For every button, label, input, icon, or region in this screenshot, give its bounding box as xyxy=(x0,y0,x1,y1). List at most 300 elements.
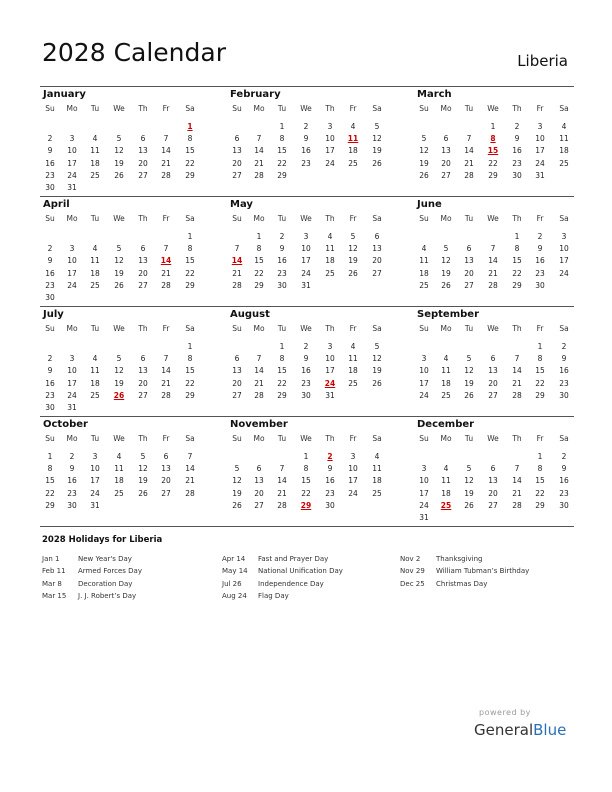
day-cell: 8 xyxy=(279,134,285,144)
day-cell: 19 xyxy=(348,256,358,266)
holiday-item xyxy=(222,590,392,602)
day-cell: 11 xyxy=(348,354,358,364)
day-cell: 9 xyxy=(47,366,53,376)
day-cell: 12 xyxy=(464,476,474,486)
day-cell: 20 xyxy=(464,268,474,278)
day-cell: 14 xyxy=(512,366,522,376)
weekday-label: We xyxy=(113,104,125,113)
day-cell: 28 xyxy=(512,390,522,400)
day-cell: 5 xyxy=(234,464,240,474)
day-cell: 23 xyxy=(277,268,287,278)
weekday-label: We xyxy=(487,324,499,333)
week-row xyxy=(414,280,570,292)
day-cell: 17 xyxy=(348,476,358,486)
holiday-item xyxy=(400,565,570,577)
week-row xyxy=(40,255,196,267)
weekday-header xyxy=(414,213,570,225)
day-cell: 1 xyxy=(537,452,543,461)
week-row xyxy=(40,268,196,280)
day-cell: 8 xyxy=(279,354,285,364)
weekday-label: We xyxy=(300,104,312,113)
day-cell: 8 xyxy=(303,464,309,474)
day-cell: 7 xyxy=(514,354,520,364)
day-cell: 14 xyxy=(512,476,522,486)
week-row xyxy=(414,145,570,157)
weekday-label: Tu xyxy=(464,214,474,223)
holiday-item xyxy=(42,553,212,565)
holiday-name: J. J. Robert’s Day xyxy=(78,592,137,601)
day-cell: 2 xyxy=(537,232,543,241)
day-cell: 7 xyxy=(256,134,262,144)
holiday-name: Armed Forces Day xyxy=(78,567,142,576)
week-row xyxy=(40,365,196,377)
calendar-row xyxy=(40,86,574,196)
day-cell: 13 xyxy=(464,256,474,266)
day-cell: 12 xyxy=(114,146,124,156)
day-cell: 10 xyxy=(67,256,77,266)
day-cell: 10 xyxy=(535,134,545,144)
day-cell: 7 xyxy=(514,464,520,474)
week-row xyxy=(40,292,196,304)
day-cell: 26 xyxy=(419,170,429,180)
day-cell: 31 xyxy=(535,170,545,180)
day-cell: 14 xyxy=(254,146,264,156)
day-cell: 7 xyxy=(466,134,472,144)
day-cell: 27 xyxy=(488,390,498,400)
weekday-label: We xyxy=(113,324,125,333)
day-cell: 18 xyxy=(372,476,382,486)
day-cell: 17 xyxy=(67,158,77,168)
day-cell: 13 xyxy=(232,146,242,156)
weekday-label: Mo xyxy=(253,324,265,333)
day-cell: 5 xyxy=(140,452,146,461)
day-cell: 27 xyxy=(138,280,148,290)
day-cell: 27 xyxy=(372,268,382,278)
holiday-name: Christmas Day xyxy=(436,579,488,588)
week-row xyxy=(40,280,196,292)
weekday-label: We xyxy=(300,434,312,443)
day-cell: 23 xyxy=(325,488,335,498)
day-cell: 30 xyxy=(277,280,287,290)
day-cell: 27 xyxy=(441,170,451,180)
day-cell: 5 xyxy=(116,244,122,254)
weekday-label: Su xyxy=(45,104,55,113)
day-cell: 13 xyxy=(232,366,242,376)
weekday-label: Su xyxy=(45,324,55,333)
weekday-label: Th xyxy=(325,104,335,113)
day-cell: 22 xyxy=(535,378,545,388)
month-name: May xyxy=(230,199,253,210)
week-row xyxy=(414,390,570,402)
day-cell: 18 xyxy=(559,146,569,156)
week-row xyxy=(227,488,383,500)
day-cell: 27 xyxy=(232,170,242,180)
day-cell: 3 xyxy=(92,452,98,461)
day-cell: 29 xyxy=(45,500,55,510)
weekday-label: Mo xyxy=(440,434,452,443)
week-row xyxy=(227,353,383,365)
holiday-day-cell: 25 xyxy=(440,500,452,510)
day-cell: 29 xyxy=(254,280,264,290)
day-cell: 19 xyxy=(441,268,451,278)
day-cell: 6 xyxy=(163,452,169,461)
day-cell: 21 xyxy=(512,488,522,498)
week-row xyxy=(40,182,196,194)
day-cell: 22 xyxy=(185,378,195,388)
weekday-label: Fr xyxy=(536,324,544,333)
day-cell: 2 xyxy=(303,342,309,351)
day-cell: 21 xyxy=(512,378,522,388)
day-cell: 7 xyxy=(279,464,285,474)
day-cell: 4 xyxy=(374,452,380,461)
day-cell: 20 xyxy=(138,378,148,388)
week-row xyxy=(40,341,196,353)
weekday-label: Mo xyxy=(440,214,452,223)
day-cell: 17 xyxy=(325,146,335,156)
weekday-label: Fr xyxy=(349,324,357,333)
weekday-label: Sa xyxy=(185,434,195,443)
day-cell: 19 xyxy=(464,378,474,388)
day-cell: 26 xyxy=(372,378,382,388)
day-cell: 15 xyxy=(277,366,287,376)
weekday-label: Mo xyxy=(66,104,78,113)
country-name: Liberia xyxy=(517,52,568,70)
day-cell: 19 xyxy=(372,146,382,156)
day-cell: 21 xyxy=(254,378,264,388)
holiday-date: Apr 14 xyxy=(222,555,246,563)
day-cell: 18 xyxy=(114,476,124,486)
week-row xyxy=(40,170,196,182)
day-cell: 4 xyxy=(443,354,449,364)
day-cell: 7 xyxy=(163,244,169,254)
day-cell: 7 xyxy=(256,354,262,364)
day-cell: 18 xyxy=(441,378,451,388)
week-row xyxy=(40,475,196,487)
day-cell: 3 xyxy=(327,342,333,351)
day-cell: 24 xyxy=(535,158,545,168)
day-cell: 26 xyxy=(464,390,474,400)
month-name: September xyxy=(417,309,479,320)
day-cell: 21 xyxy=(161,268,171,278)
holiday-name: New Year's Day xyxy=(78,555,132,563)
week-row xyxy=(40,145,196,157)
month-name: August xyxy=(230,309,270,320)
day-cell: 7 xyxy=(163,134,169,144)
day-cell: 22 xyxy=(185,268,195,278)
weekday-label: Sa xyxy=(559,214,569,223)
day-cell: 16 xyxy=(45,268,55,278)
weekday-label: Mo xyxy=(66,324,78,333)
week-row xyxy=(227,243,383,255)
day-cell: 23 xyxy=(67,488,77,498)
week-row xyxy=(227,133,383,145)
weekday-label: Su xyxy=(419,104,429,113)
day-cell: 2 xyxy=(47,134,53,144)
day-cell: 5 xyxy=(421,134,427,144)
day-cell: 6 xyxy=(234,134,240,144)
weekday-label: Su xyxy=(45,434,55,443)
day-cell: 19 xyxy=(419,158,429,168)
day-cell: 25 xyxy=(348,158,358,168)
week-row xyxy=(414,121,570,133)
holiday-date: Nov 2 xyxy=(400,555,421,563)
day-cell: 29 xyxy=(185,280,195,290)
holiday-name: Fast and Prayer Day xyxy=(258,555,329,563)
day-cell: 20 xyxy=(488,488,498,498)
weekday-label: We xyxy=(487,434,499,443)
day-cell: 20 xyxy=(441,158,451,168)
weekday-label: Mo xyxy=(440,324,452,333)
weekday-label: We xyxy=(300,214,312,223)
weekday-label: Mo xyxy=(253,104,265,113)
month-name: December xyxy=(417,419,475,430)
day-cell: 30 xyxy=(559,500,569,510)
day-cell: 25 xyxy=(348,378,358,388)
day-cell: 20 xyxy=(138,268,148,278)
day-cell: 29 xyxy=(488,170,498,180)
week-row xyxy=(414,243,570,255)
holiday-date: Mar 8 xyxy=(42,579,62,588)
day-cell: 24 xyxy=(348,488,358,498)
day-cell: 21 xyxy=(185,476,195,486)
week-row xyxy=(414,512,570,524)
day-cell: 3 xyxy=(537,122,543,131)
week-row xyxy=(227,463,383,475)
weekday-label: Sa xyxy=(372,214,382,223)
weekday-label: Sa xyxy=(185,104,195,113)
holiday-day-cell: 14 xyxy=(231,256,243,266)
calendar-row xyxy=(40,416,574,527)
day-cell: 15 xyxy=(254,256,264,266)
weekday-label: Su xyxy=(45,214,55,223)
weekday-header xyxy=(414,433,570,445)
weekday-label: Su xyxy=(419,214,429,223)
weekday-label: We xyxy=(113,214,125,223)
day-cell: 4 xyxy=(92,244,98,254)
day-cell: 11 xyxy=(90,146,100,156)
weekday-header xyxy=(40,433,196,445)
holiday-list-title: 2028 Holidays for Liberia xyxy=(42,535,163,545)
weekday-header xyxy=(40,103,196,115)
day-cell: 5 xyxy=(466,464,472,474)
day-cell: 11 xyxy=(559,134,569,144)
weekday-label: Th xyxy=(325,434,335,443)
day-cell: 13 xyxy=(441,146,451,156)
day-cell: 1 xyxy=(256,232,262,241)
day-cell: 24 xyxy=(559,268,569,278)
day-cell: 13 xyxy=(138,146,148,156)
holiday-date: Mar 15 xyxy=(42,592,67,601)
day-cell: 26 xyxy=(138,488,148,498)
week-row xyxy=(227,231,383,243)
day-cell: 28 xyxy=(254,390,264,400)
day-cell: 6 xyxy=(256,464,262,474)
day-cell: 27 xyxy=(138,170,148,180)
day-cell: 21 xyxy=(232,268,242,278)
day-cell: 5 xyxy=(350,232,356,241)
day-cell: 23 xyxy=(301,158,311,168)
day-cell: 6 xyxy=(443,134,449,144)
day-cell: 11 xyxy=(372,464,382,474)
day-cell: 27 xyxy=(488,500,498,510)
week-row xyxy=(414,341,570,353)
day-cell: 14 xyxy=(488,256,498,266)
day-cell: 19 xyxy=(114,158,124,168)
day-cell: 28 xyxy=(277,500,287,510)
day-cell: 14 xyxy=(161,146,171,156)
day-cell: 4 xyxy=(327,232,333,241)
day-cell: 9 xyxy=(561,464,567,474)
weekday-header xyxy=(40,323,196,335)
weekday-label: We xyxy=(300,324,312,333)
day-cell: 12 xyxy=(441,256,451,266)
weekday-label: Su xyxy=(232,214,242,223)
day-cell: 20 xyxy=(232,158,242,168)
holiday-day-cell: 8 xyxy=(490,134,496,144)
holiday-date: Jan 1 xyxy=(42,555,60,563)
holiday-name: Thanksgiving xyxy=(436,555,483,563)
weekday-label: Tu xyxy=(90,104,100,113)
day-cell: 12 xyxy=(114,256,124,266)
day-cell: 22 xyxy=(277,378,287,388)
day-cell: 22 xyxy=(45,488,55,498)
day-cell: 26 xyxy=(372,158,382,168)
day-cell: 22 xyxy=(488,158,498,168)
weekday-header xyxy=(227,103,383,115)
weekday-label: Tu xyxy=(277,214,287,223)
week-row xyxy=(227,500,383,512)
holiday-column xyxy=(400,553,570,590)
week-row xyxy=(40,463,196,475)
day-cell: 1 xyxy=(537,342,543,351)
day-cell: 15 xyxy=(301,476,311,486)
day-cell: 6 xyxy=(466,244,472,254)
day-cell: 31 xyxy=(325,390,335,400)
day-cell: 30 xyxy=(45,403,55,412)
day-cell: 6 xyxy=(490,464,496,474)
generalblue-logo[interactable] xyxy=(474,721,566,739)
day-cell: 10 xyxy=(301,244,311,254)
day-cell: 23 xyxy=(45,390,55,400)
day-cell: 3 xyxy=(421,354,427,364)
day-cell: 21 xyxy=(464,158,474,168)
weekday-label: Tu xyxy=(277,434,287,443)
day-cell: 26 xyxy=(114,280,124,290)
day-cell: 1 xyxy=(514,232,520,241)
day-cell: 1 xyxy=(303,452,309,461)
holiday-day-cell: 11 xyxy=(347,134,359,144)
day-cell: 5 xyxy=(374,122,380,131)
week-row xyxy=(40,133,196,145)
weekday-label: We xyxy=(113,434,125,443)
day-cell: 11 xyxy=(325,244,335,254)
weekday-header xyxy=(227,433,383,445)
day-cell: 10 xyxy=(325,134,335,144)
day-cell: 24 xyxy=(67,280,77,290)
weekday-label: Tu xyxy=(464,434,474,443)
day-cell: 8 xyxy=(256,244,262,254)
day-cell: 16 xyxy=(45,378,55,388)
day-cell: 1 xyxy=(47,452,53,461)
week-row xyxy=(414,365,570,377)
week-row xyxy=(414,451,570,463)
day-cell: 3 xyxy=(69,134,75,144)
day-cell: 29 xyxy=(185,170,195,180)
day-cell: 23 xyxy=(512,158,522,168)
day-cell: 9 xyxy=(561,354,567,364)
day-cell: 25 xyxy=(90,280,100,290)
week-row xyxy=(227,268,383,280)
weekday-label: Th xyxy=(512,434,522,443)
powered-by-text: powered by xyxy=(479,708,531,717)
day-cell: 25 xyxy=(372,488,382,498)
day-cell: 12 xyxy=(232,476,242,486)
holiday-day-cell: 1 xyxy=(187,122,193,131)
day-cell: 6 xyxy=(140,244,146,254)
weekday-label: Fr xyxy=(162,434,170,443)
day-cell: 3 xyxy=(421,464,427,474)
weekday-label: Fr xyxy=(349,214,357,223)
day-cell: 24 xyxy=(325,158,335,168)
day-cell: 13 xyxy=(488,366,498,376)
calendar-row xyxy=(40,306,574,416)
holiday-date: Feb 11 xyxy=(42,567,66,576)
holiday-item xyxy=(400,578,570,590)
weekday-label: We xyxy=(487,104,499,113)
holiday-day-cell: 29 xyxy=(300,500,312,510)
day-cell: 20 xyxy=(254,488,264,498)
week-row xyxy=(227,341,383,353)
week-row xyxy=(40,378,196,390)
day-cell: 17 xyxy=(535,146,545,156)
week-row xyxy=(227,158,383,170)
day-cell: 2 xyxy=(561,452,567,461)
weekday-label: We xyxy=(487,214,499,223)
day-cell: 13 xyxy=(488,476,498,486)
day-cell: 5 xyxy=(374,342,380,351)
day-cell: 14 xyxy=(277,476,287,486)
weekday-label: Su xyxy=(232,324,242,333)
day-cell: 14 xyxy=(161,366,171,376)
day-cell: 22 xyxy=(254,268,264,278)
day-cell: 9 xyxy=(327,464,333,474)
weekday-header xyxy=(414,103,570,115)
weekday-label: Sa xyxy=(372,104,382,113)
holiday-day-cell: 14 xyxy=(160,256,172,266)
day-cell: 12 xyxy=(419,146,429,156)
day-cell: 14 xyxy=(254,366,264,376)
weekday-label: Fr xyxy=(162,104,170,113)
day-cell: 29 xyxy=(185,390,195,400)
week-row xyxy=(414,353,570,365)
day-cell: 17 xyxy=(301,256,311,266)
weekday-label: Th xyxy=(512,324,522,333)
day-cell: 28 xyxy=(161,390,171,400)
day-cell: 7 xyxy=(234,244,240,254)
day-cell: 23 xyxy=(301,378,311,388)
day-cell: 27 xyxy=(232,390,242,400)
day-cell: 20 xyxy=(488,378,498,388)
holiday-item xyxy=(222,578,392,590)
weekday-label: Su xyxy=(232,104,242,113)
day-cell: 26 xyxy=(441,280,451,290)
day-cell: 20 xyxy=(138,158,148,168)
day-cell: 4 xyxy=(350,342,356,351)
day-cell: 27 xyxy=(464,280,474,290)
month-name: February xyxy=(230,89,281,100)
day-cell: 28 xyxy=(161,280,171,290)
week-row xyxy=(227,475,383,487)
